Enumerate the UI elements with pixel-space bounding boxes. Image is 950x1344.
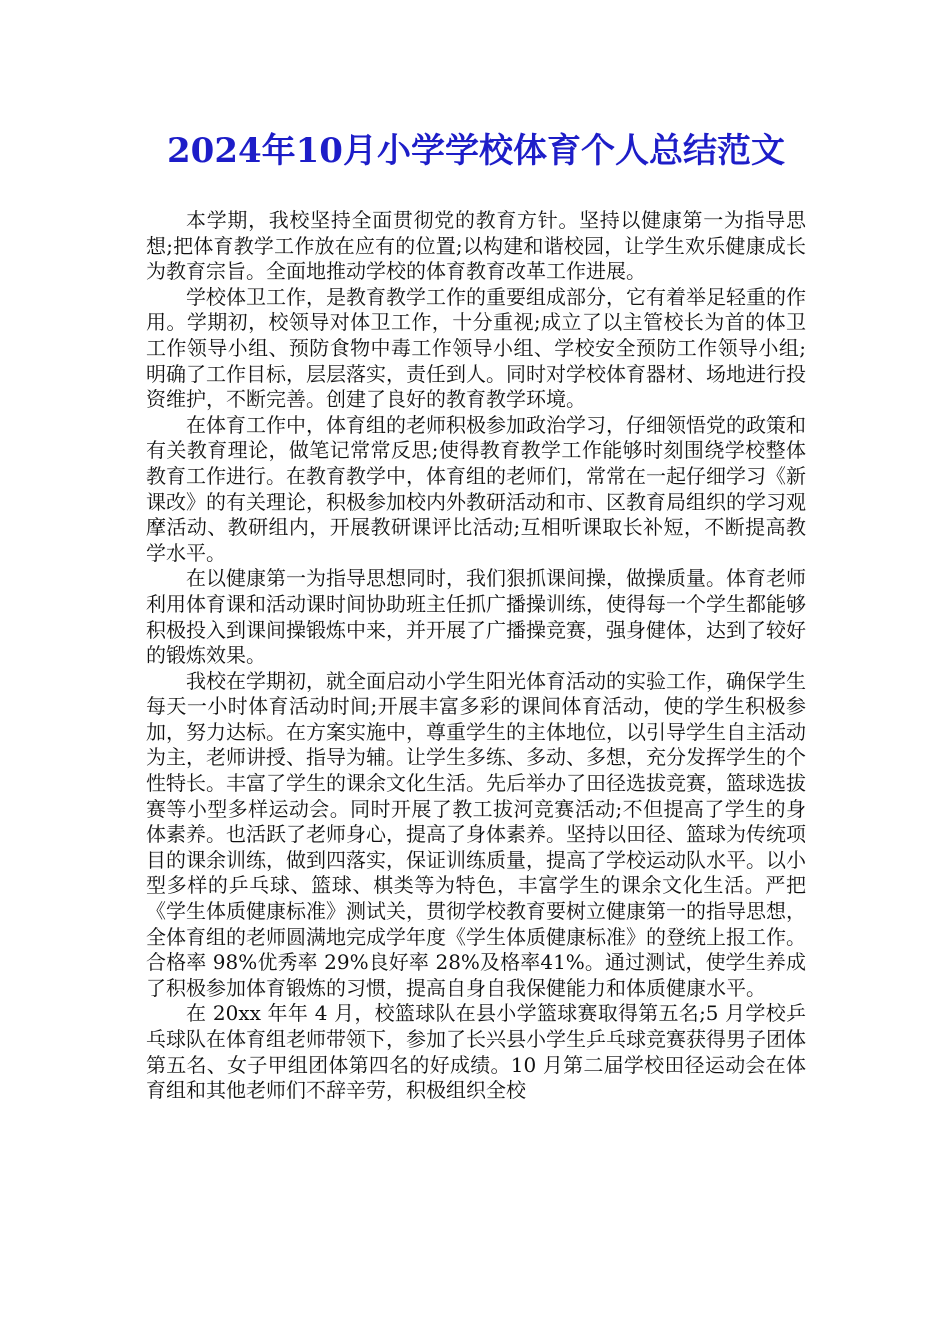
paragraph-1: 本学期，我校坚持全面贯彻党的教育方针。坚持以健康第一为指导思想;把体育教学工作放在应有的位置;以构建和谐校园，让学生欢乐健康成长为教育宗旨。全面地推动学校的体育教育改革工作进展。 bbox=[146, 208, 806, 284]
paragraph-4: 在以健康第一为指导思想同时，我们狠抓课间操，做操质量。体育老师利用体育课和活动课时间协助班主任抓广播操训练，使得每一个学生都能够积极投入到课间操锻炼中来，并开展了广播操竞赛，强身健体，达到了较好的锻炼效果。 bbox=[146, 566, 806, 668]
document-title: 2024年10月小学学校体育个人总结范文 bbox=[167, 131, 785, 171]
paragraph-5: 我校在学期初，就全面启动小学生阳光体育活动的实验工作，确保学生每天一小时体育活动时间;开展丰富多彩的课间体育活动，使的学生积极参加，努力达标。在方案实施中，尊重学生的主体地位，以引导学生自主活动为主，老师讲授、指导为辅。让学生多练、多动、多想，充分发挥学生的个性特长。丰富了学生的课余文化生活。先后举办了田径选拔竞赛，篮球选拔赛等小型多样运动会。同时开展了教工拔河竞赛活动;不但提高了学生的身体素养。也活跃了老师身心，提高了身体素养。坚持以田径、篮球为传统项目的课余训练，做到四落实，保证训练质量，提高了学校运动队水平。以小型多样的乒乓球、篮球、棋类等为特色，丰富学生的课余文化生活。严把《学生体质健康标准》测试关，贯彻学校教育要树立健康第一的指导思想，全体育组的老师圆满地完成学年度《学生体质健康标准》的登统上报工作。合格率 98%优秀率 29%良好率 28%及格率41%。通过测试，使学生养成了积极参加体育锻炼的习惯，提高自身自我保健能力和体质健康水平。 bbox=[146, 668, 806, 1000]
document-page bbox=[146, 126, 806, 1104]
paragraph-6: 在 20xx 年年 4 月，校篮球队在县小学篮球赛取得第五名;5 月学校乒乓球队在体育组老师带领下，参加了长兴县小学生乒乓球竞赛获得男子团体第五名、女子甲组团体第四名的好成绩。10 月第二届学校田径运动会在体育组和其他老师们不辞辛劳，积极组织全校 bbox=[146, 1001, 806, 1103]
paragraph-3: 在体育工作中，体育组的老师积极参加政治学习，仔细领悟党的政策和有关教育理论，做笔记常常反思;使得教育教学工作能够时刻围绕学校整体教育工作进行。在教育教学中，体育组的老师们，常常在一起仔细学习《新课改》的有关理论，积极参加校内外教研活动和市、区教育局组织的学习观摩活动、教研组内，开展教研课评比活动;互相听课取长补短，不断提高教学水平。 bbox=[146, 412, 806, 565]
document-body bbox=[146, 208, 806, 1104]
paragraph-2: 学校体卫工作，是教育教学工作的重要组成部分，它有着举足轻重的作用。学期初，校领导对体卫工作，十分重视;成立了以主管校长为首的体卫工作领导小组、预防食物中毒工作领导小组、学校安全预防工作领导小组;明确了工作目标，层层落实，责任到人。同时对学校体育器材、场地进行投资维护，不断完善。创建了良好的教育教学环境。 bbox=[146, 284, 806, 412]
